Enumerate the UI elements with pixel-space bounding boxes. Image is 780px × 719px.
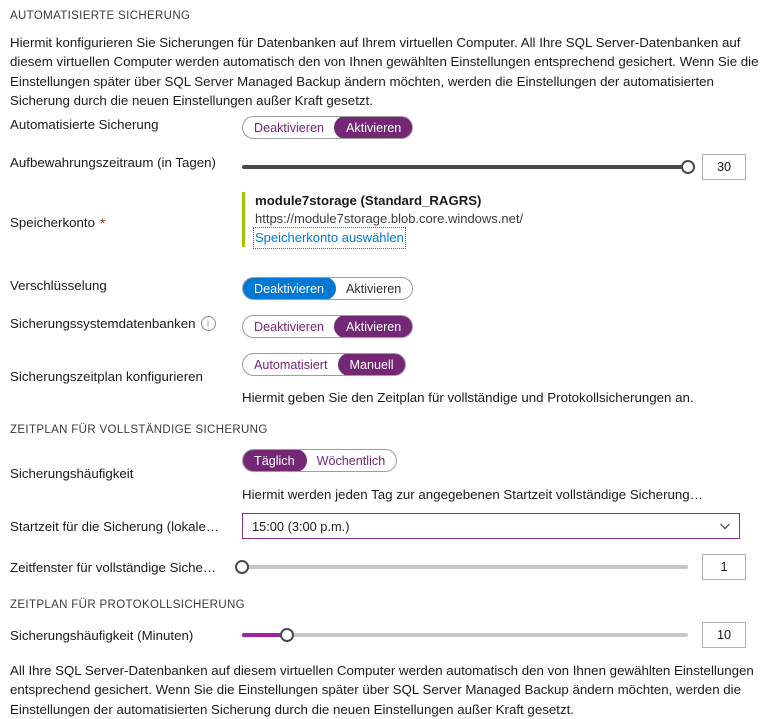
control-encryption xyxy=(242,277,780,300)
section-header-automated-backup: AUTOMATISIERTE SICHERUNG xyxy=(10,10,191,22)
toggle-automated-backup-option-enable[interactable]: Aktivieren xyxy=(334,116,413,139)
row-backup-window xyxy=(0,554,780,580)
label-start-time xyxy=(10,513,242,539)
dropdown-start-time[interactable] xyxy=(242,513,740,539)
row-retention-period xyxy=(0,154,780,180)
row-backup-frequency xyxy=(0,449,780,504)
row-log-frequency xyxy=(0,622,780,648)
toggle-encryption-option-disable[interactable]: Deaktivieren xyxy=(242,277,336,300)
label-automated-backup-text: Automatisierte Sicherung xyxy=(10,117,159,132)
label-backup-frequency-text: Sicherungshäufigkeit xyxy=(10,465,134,481)
toggle-encryption-option-enable[interactable]: Aktivieren xyxy=(346,281,402,296)
toggle-automated-backup-option-disable[interactable]: Deaktivieren xyxy=(254,120,324,135)
intro-description: Hiermit konfigurieren Sie Sicherungen für Datenbanken auf Ihrem virtuellen Computer. All Ihre SQL Server-Datenbanken auf diesem virtuellen Computer werden automatisch den von Ihnen gewählten Einstellungen entsprechend gesichert. Wenn Sie die Einstellungen später über SQL Server Managed Backup ändern möchten, werden die Einstellungen der automatisierten Sicherung durch die neuen Einstellungen außer Kraft gesetzt. xyxy=(10,35,759,108)
info-icon[interactable]: i xyxy=(201,316,216,331)
control-start-time xyxy=(242,513,780,539)
control-backup-frequency xyxy=(242,449,780,504)
toggle-system-databases[interactable] xyxy=(242,315,413,338)
control-log-frequency xyxy=(242,622,780,648)
label-encryption-text: Verschlüsselung xyxy=(10,278,107,293)
value-backup-window[interactable]: 1 xyxy=(702,554,746,580)
row-system-databases xyxy=(0,315,780,338)
control-backup-window xyxy=(242,554,780,580)
slider-backup-window-thumb[interactable] xyxy=(235,560,249,574)
control-backup-schedule xyxy=(242,353,780,407)
slider-backup-window[interactable] xyxy=(242,557,688,577)
control-storage-account xyxy=(242,192,780,247)
slider-row-log-frequency xyxy=(242,622,780,648)
label-backup-schedule xyxy=(10,353,242,399)
storage-account-card xyxy=(242,192,780,247)
label-system-databases-text: Sicherungssystemdatenbanken xyxy=(10,316,196,331)
toggle-backup-schedule-option-manual[interactable]: Manuell xyxy=(338,353,406,376)
slider-row-retention-period xyxy=(242,154,780,180)
toggle-automated-backup[interactable] xyxy=(242,116,413,139)
row-backup-schedule xyxy=(0,353,780,407)
row-encryption xyxy=(0,277,780,300)
slider-log-frequency[interactable] xyxy=(242,625,688,645)
label-automated-backup xyxy=(10,116,242,133)
section-header-log-backup-schedule: ZEITPLAN FÜR PROTOKOLLSICHERUNG xyxy=(10,599,245,611)
toggle-backup-schedule-option-automated[interactable]: Automatisiert xyxy=(254,357,328,372)
label-log-frequency-text: Sicherungshäufigkeit (Minuten) xyxy=(10,627,194,643)
toggle-backup-frequency-option-weekly[interactable]: Wöchentlich xyxy=(316,453,386,468)
dropdown-start-time-value: 15:00 (3:00 p.m.) xyxy=(252,518,350,534)
label-backup-window xyxy=(10,554,242,580)
slider-retention-period-thumb[interactable] xyxy=(681,160,695,174)
label-start-time-text: Startzeit für die Sicherung (lokale… xyxy=(10,518,220,534)
label-log-frequency xyxy=(10,622,242,648)
control-system-databases xyxy=(242,315,780,338)
label-retention-period xyxy=(10,154,242,171)
row-automated-backup xyxy=(0,116,780,139)
chevron-down-icon xyxy=(719,520,731,532)
slider-retention-period-track xyxy=(242,165,688,169)
toggle-backup-schedule[interactable] xyxy=(242,353,406,376)
value-retention-period[interactable]: 30 xyxy=(702,154,746,180)
toggle-system-databases-option-disable[interactable]: Deaktivieren xyxy=(254,319,324,334)
label-retention-period-text: Aufbewahrungszeitraum (in Tagen) xyxy=(10,155,216,170)
helper-backup-schedule: Hiermit geben Sie den Zeitplan für vollständige und Protokollsicherungen an. xyxy=(242,390,694,405)
label-system-databases xyxy=(10,315,242,332)
required-asterisk: * xyxy=(100,215,106,231)
slider-backup-window-track xyxy=(242,565,688,569)
label-backup-window-text: Zeitfenster für vollständige Siche… xyxy=(10,559,217,575)
label-encryption xyxy=(10,277,242,294)
slider-retention-period[interactable] xyxy=(242,157,688,177)
label-storage-account-text: Speicherkonto xyxy=(10,214,96,230)
value-log-frequency[interactable]: 10 xyxy=(702,622,746,648)
slider-log-frequency-track xyxy=(242,633,688,637)
slider-log-frequency-thumb[interactable] xyxy=(280,628,294,642)
label-storage-account xyxy=(10,192,242,252)
toggle-backup-frequency-option-daily[interactable]: Täglich xyxy=(242,449,307,472)
storage-account-url: https://module7storage.blob.core.windows.net/ xyxy=(255,211,524,226)
control-retention-period xyxy=(242,154,780,180)
label-backup-schedule-text: Sicherungszeitplan konfigurieren xyxy=(10,368,203,384)
storage-account-name: module7storage (Standard_RAGRS) xyxy=(255,193,482,208)
select-storage-account-link[interactable]: Speicherkonto auswählen xyxy=(255,230,404,245)
outro-description: All Ihre SQL Server-Datenbanken auf diesem virtuellen Computer werden automatisch den von Ihnen gewählten Einstellungen entsprechend gesichert. Wenn Sie die Einstellungen später über SQL Server Managed Backup ändern möchten, werden die Einstellungen der automatisierten Sicherung durch die neuen Einstellungen außer Kraft gesetzt. xyxy=(10,663,754,717)
label-backup-frequency xyxy=(10,449,242,497)
toggle-encryption[interactable] xyxy=(242,277,413,300)
slider-row-backup-window xyxy=(242,554,780,580)
toggle-system-databases-option-enable[interactable]: Aktivieren xyxy=(334,315,413,338)
toggle-backup-frequency[interactable] xyxy=(242,449,397,472)
helper-backup-frequency: Hiermit werden jeden Tag zur angegebenen Startzeit vollständige Sicherung… xyxy=(242,487,703,502)
section-header-full-backup-schedule: ZEITPLAN FÜR VOLLSTÄNDIGE SICHERUNG xyxy=(10,424,268,436)
control-automated-backup xyxy=(242,116,780,139)
row-storage-account xyxy=(0,192,780,252)
row-start-time xyxy=(0,513,780,539)
